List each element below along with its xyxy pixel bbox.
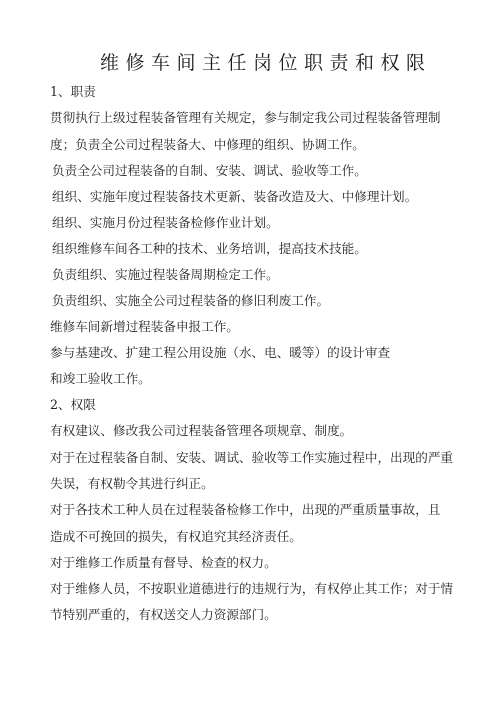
authority-line-2: 对于在过程装备自制、安装、调试、验收等工作实施过程中，出现的严重 <box>50 450 453 465</box>
duties-line-10: 参与基建改、扩建工程公用设施（水、电、暖等）的设计审查 <box>50 345 391 360</box>
authority-line-8: 节特别严重的，有权送交人力资源部门。 <box>50 607 277 622</box>
authority-line-5: 造成不可挽回的损失，有权追究其经济责任。 <box>50 529 302 544</box>
duties-line-1: 贯彻执行上级过程装备管理有关规定，参与制定我公司过程装备管理制 <box>50 110 441 125</box>
duties-line-5: 组织、实施月份过程装备检修作业计划。 <box>52 215 279 230</box>
duties-line-7: 负责组织、实施过程装备周期检定工作。 <box>52 267 279 282</box>
authority-line-7: 对于维修人员，不按职业道德进行的违规行为，有权停止其工作；对于情 <box>50 581 453 596</box>
section-heading-authority: 2、权限 <box>50 397 96 412</box>
section-heading-duties: 1、职责 <box>50 84 96 99</box>
authority-line-4: 对于各技术工种人员在过程装备检修工作中，出现的严重质量事故，且 <box>50 502 441 517</box>
duties-line-9: 维修车间新增过程装备申报工作。 <box>50 319 239 334</box>
duties-line-3: 负责全公司过程装备的自制、安装、调试、验收等工作。 <box>52 163 367 178</box>
duties-line-11: 和竣工验收工作。 <box>50 371 151 386</box>
authority-line-1: 有权建议、修改我公司过程装备管理各项规章、制度。 <box>50 423 353 438</box>
duties-line-6: 组织维修车间各工种的技术、业务培训，提高技术技能。 <box>52 241 367 256</box>
duties-line-4: 组织、实施年度过程装备技术更新、装备改造及大、中修理计划。 <box>52 189 418 204</box>
duties-line-2: 度；负责全公司过程装备大、中修理的组织、协调工作。 <box>50 137 365 152</box>
duties-line-8: 负责组织、实施全公司过程装备的修旧利废工作。 <box>52 293 330 308</box>
document-title: 维修车间主任岗位职责和权限 <box>100 52 432 74</box>
authority-line-6: 对于维修工作质量有督导、检查的权力。 <box>50 555 277 570</box>
authority-line-3: 失误，有权勒令其进行纠正。 <box>50 476 214 491</box>
